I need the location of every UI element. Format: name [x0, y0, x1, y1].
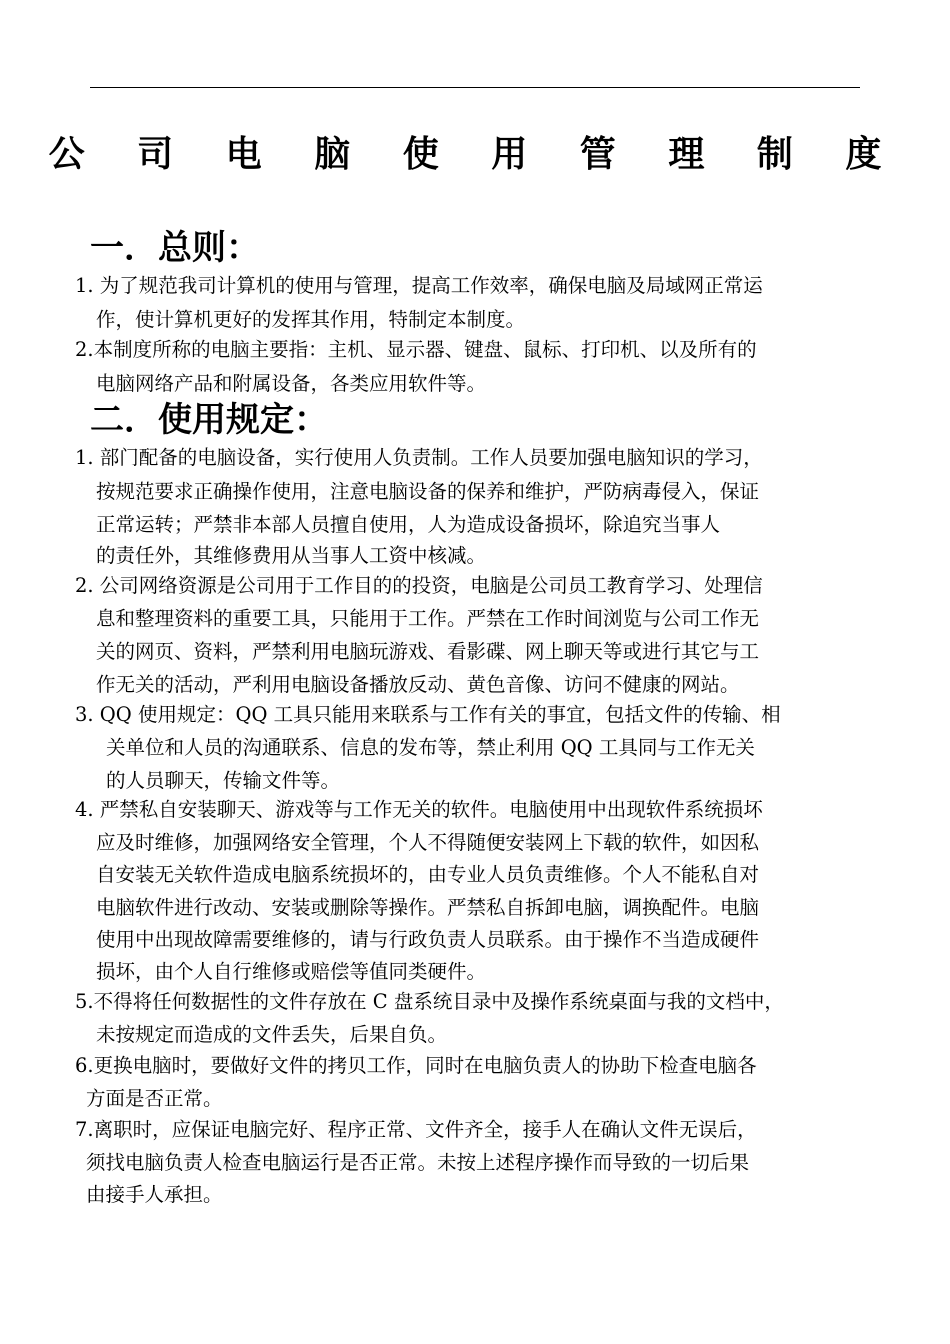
- paragraph-line: 5.不得将任何数据性的文件存放在 C 盘系统目录中及操作系统桌面与我的文档中，: [75, 990, 784, 1013]
- paragraph-line: 电脑软件进行改动、安装或删除等操作。严禁私自拆卸电脑，调换配件。电脑: [96, 896, 760, 919]
- paragraph-line: 息和整理资料的重要工具，只能用于工作。严禁在工作时间浏览与公司工作无: [96, 607, 760, 630]
- paragraph-line: 正常运转；严禁非本部人员擅自使用，人为造成设备损坏，除追究当事人: [96, 513, 721, 536]
- paragraph-line: 由接手人承担。: [86, 1183, 223, 1206]
- paragraph-line: 2. 公司网络资源是公司用于工作目的的投资，电脑是公司员工教育学习、处理信: [75, 574, 763, 597]
- paragraph-line: 1. 为了规范我司计算机的使用与管理，提高工作效率，确保电脑及局域网正常运: [75, 274, 763, 297]
- section-heading-usage: 二．使用规定：: [90, 400, 328, 440]
- paragraph-line: 作，使计算机更好的发挥其作用，特制定本制度。: [96, 308, 526, 331]
- document-title: 公 司 电 脑 使 用 管 理 制 度: [48, 133, 902, 175]
- paragraph-line: 电脑网络产品和附属设备，各类应用软件等。: [96, 372, 487, 395]
- paragraph-line: 自安装无关软件造成电脑系统损坏的，由专业人员负责维修。个人不能私自对: [96, 863, 760, 886]
- paragraph-line: 1. 部门配备的电脑设备，实行使用人负责制。工作人员要加强电脑知识的学习，: [75, 446, 763, 469]
- paragraph-line: 应及时维修，加强网络安全管理，个人不得随便安装网上下载的软件，如因私: [96, 831, 760, 854]
- paragraph-line: 4. 严禁私自安装聊天、游戏等与工作无关的软件。电脑使用中出现软件系统损坏: [75, 798, 763, 821]
- paragraph-line: 的责任外，其维修费用从当事人工资中核减。: [96, 544, 487, 567]
- section-heading-general: 一．总则：: [90, 228, 260, 268]
- paragraph-line: 作无关的活动，严利用电脑设备播放反动、黄色音像、访问不健康的网站。: [96, 673, 740, 696]
- paragraph-line: 的人员聊天，传输文件等。: [106, 769, 341, 792]
- paragraph-line: 关单位和人员的沟通联系、信息的发布等，禁止利用 QQ 工具同与工作无关: [106, 736, 755, 759]
- paragraph-line: 关的网页、资料，严禁利用电脑玩游戏、看影碟、网上聊天等或进行其它与工: [96, 640, 760, 663]
- paragraph-line: 须找电脑负责人检查电脑运行是否正常。未按上述程序操作而导致的一切后果: [86, 1151, 750, 1174]
- paragraph-line: 6.更换电脑时，要做好文件的拷贝工作，同时在电脑负责人的协助下检查电脑各: [75, 1054, 757, 1077]
- paragraph-line: 7.离职时，应保证电脑完好、程序正常、文件齐全，接手人在确认文件无误后，: [75, 1118, 757, 1141]
- paragraph-line: 3. QQ 使用规定：QQ 工具只能用来联系与工作有关的事宜，包括文件的传输、相: [75, 703, 781, 726]
- header-rule: [90, 87, 860, 88]
- paragraph-line: 2.本制度所称的电脑主要指：主机、显示器、键盘、鼠标、打印机、以及所有的: [75, 338, 757, 361]
- paragraph-line: 按规范要求正确操作使用，注意电脑设备的保养和维护，严防病毒侵入，保证: [96, 480, 760, 503]
- paragraph-line: 损坏，由个人自行维修或赔偿等值同类硬件。: [96, 960, 487, 983]
- paragraph-line: 使用中出现故障需要维修的，请与行政负责人员联系。由于操作不当造成硬件: [96, 928, 760, 951]
- paragraph-line: 方面是否正常。: [86, 1087, 223, 1110]
- paragraph-line: 未按规定而造成的文件丢失，后果自负。: [96, 1023, 448, 1046]
